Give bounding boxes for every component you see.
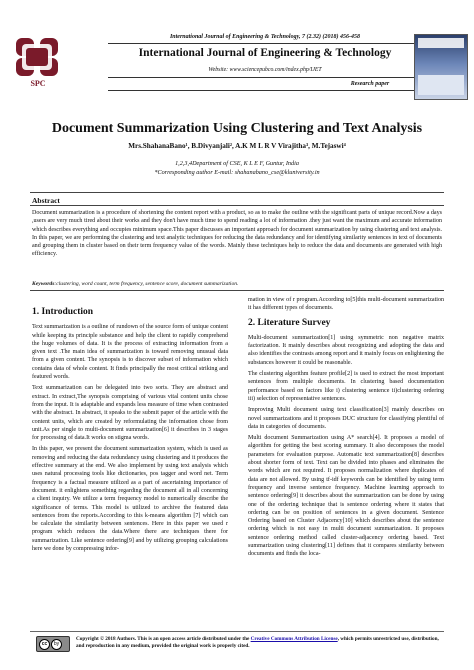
author-affiliation: 1,2,3,4Department of CSE, K L E F, Guntur, India	[175, 160, 299, 167]
keywords-list: :clustering, word count, term frequency, sentence score, document summarization.	[54, 281, 239, 287]
paper-title: Document Summarization Using Clustering and Text Analysis	[51, 121, 423, 136]
literature-paragraph-2: The clustering algorithm feature profile[2] is used to extract the most important sentences from multiple documents. In clustering based documentation performance based on factors like i) clustering sentence ii)clustering ordering iii) selection of representative sentences.	[248, 371, 444, 402]
by-icon: by	[51, 639, 62, 650]
literature-paragraph-1: Multi-document summarization[1] using symmetric non negative matrix factorization. It mainly describes about recognizing and adopting the data and also identifies the contrasts among report and it mainly focus on enlightening the substances however it could be reasonable.	[248, 334, 444, 366]
right-column	[248, 296, 444, 562]
journal-name: International Journal of Engineering & Technology	[138, 47, 392, 59]
corresponding-email: *Corresponding author E-mail: shahanabano_cse@kluniversity.in	[154, 169, 320, 176]
cc-license-badge[interactable]	[36, 636, 70, 652]
abstract-top-rule	[30, 192, 444, 193]
abstract-text: Document summarization is a procedure of shortening the content report with a product, so as to make the outline with the significant parts of unique record.Now a days ,users are very much tired about their works and they don't have much time to spend reading a lot of information .they just want the maximum and accurate information which describes everything and occupies minimum space.This paper discusses an important approach for document summarization by using clustering and text analysis. In this paper, we are performing the clustering and text analytic techniques for reducing the data redundancy and for identifying similarity sentences in text of documents and grouping them in cluster based on their term frequency value of the words. Mainly these techniques help to reduce the data and documents are generated with high efficiency.	[32, 210, 442, 258]
intro-paragraph-2: Text summarization can be delegated into two sorts. They are abstract and extract. In extract,The synopsis comprising of various vital content units chose from the input. It is adaptable and expands less measure of time when contrasted with the abstract. In abstract, it speaks to the submit paper of the article with the content units, which are created by reformulating the information chose from unit.As per single to multi-document summarization[6] it describes in 3 stages for processing of data.It works on stigma words.	[32, 385, 228, 442]
keywords-label: Keywords	[32, 281, 55, 287]
literature-paragraph-4: Multi document Summarization using A* search[4]. It proposes a model of algorithm for getting the best scoring summary. It also decomposes the model parameters for evaluation purpose. Automatic text summarization[8] describes about shorter form of text. Text can be divided into phases and eliminates the words which are not required. It proposes normalization where duplicates of data are not allowed. By using tf-idf keywords can be identified by using term frequency and inverse sentence frequency. Machine learning approach to sentence ordering[9] it describes about the summarization can be done by using one of the ordering technique that is sentence ordering where it states that ordering can be on position of sentences in a given document. Sentence Ordering based on Cluster Adjacency[10] which describes about the sentence ordering which is not easy in multi document summarization. It proposes sentence ordering method called cluster-adjacency ordering based. Text summarization using clustering[11] defines that it compares similarity between documents and finds the loca-	[248, 435, 444, 558]
abstract-heading-rule	[30, 205, 444, 206]
license-link[interactable]: Creative Commons Attribution License	[250, 636, 338, 642]
abstract-bottom-rule	[30, 290, 444, 291]
left-column	[32, 296, 228, 556]
journal-website: Website: www.sciencepubco.com/index.php/IJET	[208, 67, 322, 73]
header-divider-2	[108, 77, 422, 78]
journal-cover-image	[414, 34, 468, 100]
section-heading-introduction: 1. Introduction	[32, 307, 94, 317]
copyright-text-start: Copyright © 2018 Authors. This is an open access article distributed under the	[76, 636, 251, 642]
journal-citation: International Journal of Engineering & Technology, 7 (2.32) (2018) 456-458	[169, 34, 361, 40]
abstract-heading: Abstract	[32, 196, 60, 205]
publisher-logo	[14, 36, 62, 90]
literature-paragraph-3: Improving Multi document using text classification[3] mainly describes on novel summarizations and it proposes DUC structure for classifying plentiful of data in categories of documents.	[248, 407, 444, 430]
cc-icon: cc	[39, 639, 50, 650]
section-heading-literature-survey: 2. Literature Survey	[248, 317, 331, 328]
intro-paragraph-3: In this paper, we present the document summarization system, which is used as removing and reducing the data redundancy using clustering and it produces the effective summary at the end. We also implement by using text analysis which uses natural processing tools like dictionaries, pos tagger and word net. Term frequency is a factual measure utilized as a part of ascertaining importance of document. it enlightens something regarding the document all in all concerning a client inquiry. We utilize a term frequency model to numerically describe the significance of terms. This model is utilized to archive the featured data sentences from the reports.According to this k-means algorithm [7] which can be calculate the similarity between sentences. Here in this paper we used r program which reduces the data.Where there are techniques there for summarization. Like sentence ordering[9] and by utilizing grouping calculations here we done by compressing infor-	[32, 446, 228, 553]
copyright-text-end: , which permits unrestricted use, distribution, and reproduction in any medium, provided the original work is properly cited.	[76, 636, 439, 649]
copyright-notice	[76, 636, 444, 650]
intro-paragraph-1: Text summarization is a outline of rundown of the source form of unique content while keeping its principle substance and help the client to rapidly comprehend the huge volumes of data. It is the process of extracting information from a given text .The main idea of summarization is toward removing unusual data from a given content. The synopsis is to discover subset of information which contains data of whole content. It finds principally the most critical striking and featured words.	[32, 324, 228, 381]
footer-rule	[30, 631, 444, 632]
logo-text: SPC	[30, 79, 46, 88]
article-type: Research paper	[350, 81, 390, 87]
paper-authors: Mrs.ShahanaBano¹, B.Divyanjali², A.K M L R V Virajitha³, M.Tejaswi⁴	[128, 142, 346, 150]
header-divider	[108, 43, 422, 44]
header-divider-3	[108, 90, 422, 91]
intro-paragraph-continued: mation in view of r program.According to[5]this multi-document summarization it has different types of documents.	[248, 297, 444, 312]
keywords	[32, 281, 442, 287]
